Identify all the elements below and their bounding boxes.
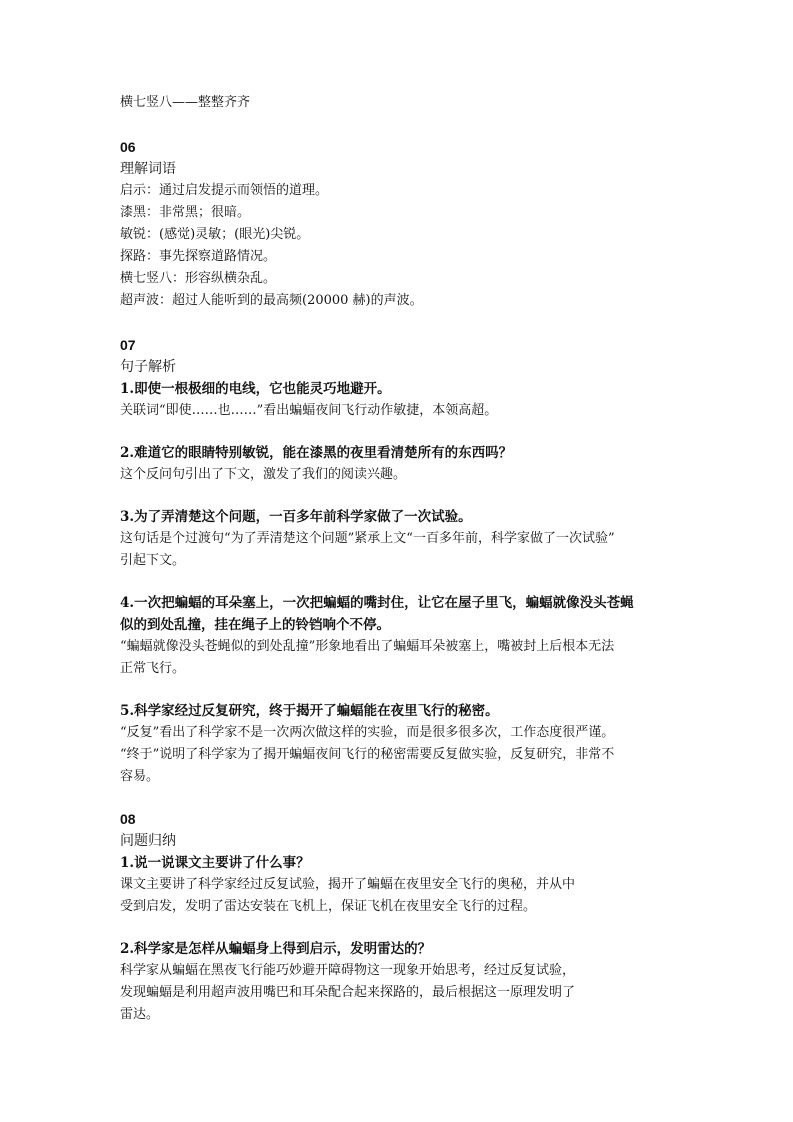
question-summary-1 [120, 852, 680, 918]
sentence-answer: 关联词“即使……也……”看出蝙蝠夜间飞行动作敏捷，本领高超。 [120, 403, 498, 418]
document-page [120, 92, 680, 1046]
summary-question: 1.说一说课文主要讲了什么事？ [120, 855, 310, 871]
vocab-item: 探路：事先探察道路情况。 [120, 249, 277, 264]
summary-answer: 发现蝙蝠是利用超声波用嘴巴和耳朵配合起来探路的，最后根据这一原理发明了 [120, 985, 576, 1000]
summary-question: 2.科学家是怎样从蝙蝠身上得到启示，发明雷达的？ [120, 941, 432, 957]
section-06-number: 06 [120, 139, 136, 155]
sentence-question: 2.难道它的眼睛特别敏锐，能在漆黑的夜里看清楚所有的东西吗？ [120, 445, 513, 461]
sentence-question: 4.一次把蝙蝠的耳朵塞上，一次把蝙蝠的嘴封住，让它在屋子里飞，蝙蝠就像没头苍蝇 [120, 595, 634, 611]
sentence-question: 3.为了弄清楚这个问题，一百多年前科学家做了一次试验。 [120, 509, 472, 525]
sentence-question: 1.即使一根极细的电线，它也能灵巧地避开。 [120, 381, 391, 397]
vocab-item: 超声波：超过人能听到的最高频(20000 赫)的声波。 [120, 293, 423, 308]
section-08-number: 08 [120, 811, 136, 827]
sentence-question-cont: 似的到处乱撞，挂在绳子上的铃铛响个不停。 [120, 617, 390, 633]
summary-answer: 受到启发，发明了雷达安装在飞机上，保证飞机在夜里安全飞行的过程。 [120, 899, 537, 914]
sentence-answer: 这句话是个过渡句“为了弄清楚这个问题”紧承上文“一百多年前，科学家做了一次试验” [120, 531, 615, 546]
vocab-item: 横七竖八：形容纵横杂乱。 [120, 271, 277, 286]
sentence-analysis-5 [120, 700, 680, 788]
sentence-answer: “终于”说明了科学家为了揭开蝙蝠夜间飞行的秘密需要反复做实验，反复研究，非常不 [120, 747, 615, 762]
vocab-item: 漆黑：非常黑；很暗。 [120, 205, 251, 220]
section-06-title: 理解词语 [120, 161, 176, 177]
question-summary-2 [120, 938, 680, 1026]
top-line: 横七竖八——整整齐齐 [120, 95, 251, 110]
sentence-answer: “蝙蝠就像没头苍蝇似的到处乱撞”形象地看出了蝙蝠耳朵被塞上，嘴被封上后根本无法 [120, 639, 615, 654]
section-07-number: 07 [120, 337, 136, 353]
sentence-analysis-4 [120, 592, 680, 680]
vocab-item: 敏锐：(感觉)灵敏；(眼光)尖锐。 [120, 227, 310, 242]
sentence-analysis-3 [120, 506, 680, 572]
section-07-title: 句子解析 [120, 359, 176, 375]
sentence-answer: 容易。 [120, 769, 160, 784]
summary-answer: 科学家从蝙蝠在黑夜飞行能巧妙避开障碍物这一现象开始思考，经过反复试验， [120, 963, 576, 978]
sentence-analysis-2 [120, 442, 680, 486]
summary-answer: 课文主要讲了科学家经过反复试验，揭开了蝙蝠在夜里安全飞行的奥秘，并从中 [120, 877, 576, 892]
sentence-answer: 正常飞行。 [120, 661, 186, 676]
summary-answer: 雷达。 [120, 1007, 160, 1022]
sentence-answer: 引起下文。 [120, 553, 186, 568]
sentence-answer: 这个反问句引出了下文，激发了我们的阅读兴趣。 [120, 467, 407, 482]
sentence-analysis-1 [120, 378, 680, 422]
sentence-answer: “反复”看出了科学家不是一次两次做这样的实验，而是很多很多次，工作态度很严谨。 [120, 725, 615, 740]
sentence-question: 5.科学家经过反复研究，终于揭开了蝙蝠能在夜里飞行的秘密。 [120, 703, 499, 719]
vocab-item: 启示：通过启发提示而领悟的道理。 [120, 183, 329, 198]
section-08-title: 问题归纳 [120, 833, 176, 849]
